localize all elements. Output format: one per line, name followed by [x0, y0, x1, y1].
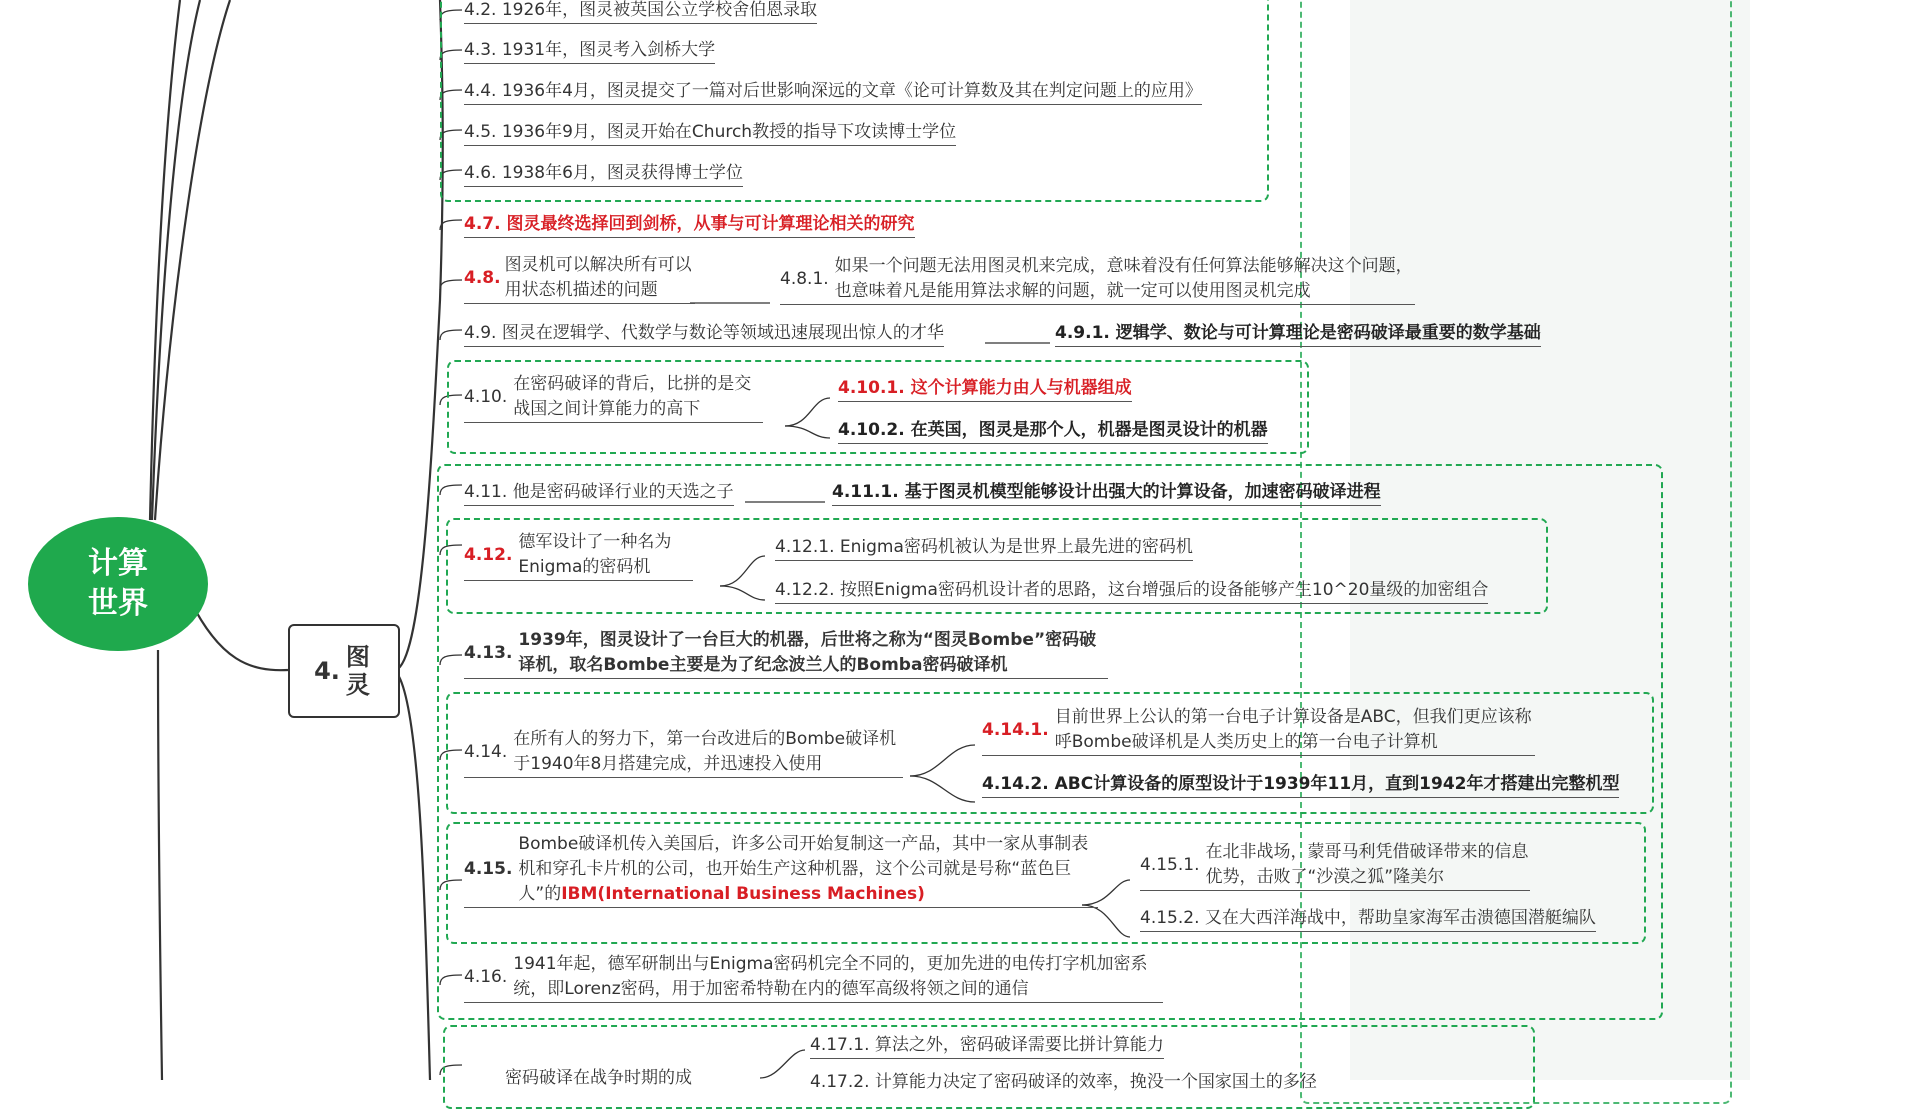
node-4-8-1-text: 如果一个问题无法用图灵机来完成，意味着没有任何算法能够解决这个问题，也意味着凡是能用算法求解的问题，就一定可以使用图灵机完成 [834, 256, 1413, 301]
node-4-6[interactable]: 4.6. 1938年6月，图灵获得博士学位 [464, 161, 743, 187]
node-4-14-1[interactable] [982, 705, 1535, 756]
node-4-14-1-number: 4.14.1. [982, 719, 1049, 740]
node-4-9[interactable]: 4.9. 图灵在逻辑学、代数学与数论等领域迅速展现出惊人的才华 [464, 321, 944, 347]
node-4-17-2[interactable]: 4.17.2. 计算能力决定了密码破译的效率，挽没一个国家国土的多径 [810, 1072, 1317, 1092]
branch-label: 图灵 [345, 643, 370, 699]
node-4-10-2[interactable]: 4.10.2. 在英国，图灵是那个人，机器是图灵设计的机器 [838, 418, 1268, 444]
node-4-3[interactable]: 4.3. 1931年，图灵考入剑桥大学 [464, 38, 715, 64]
node-4-10-number: 4.10. [464, 386, 508, 407]
node-4-2[interactable]: 4.2. 1926年，图灵被英国公立学校舍伯恩录取 [464, 0, 817, 24]
node-4-15-2[interactable]: 4.15.2. 又在大西洋海战中，帮助皇家海军击溃德国潜艇编队 [1140, 906, 1596, 932]
node-4-8-1-number: 4.8.1. [780, 268, 829, 289]
node-4-13[interactable] [464, 628, 1108, 679]
node-4-11[interactable]: 4.11. 他是密码破译行业的天选之子 [464, 480, 734, 506]
outer-frame-right [1300, 0, 1732, 1104]
node-4-15-body: Bombe破译机传入美国后，许多公司开始复制这一产品，其中一家从事制表机和穿孔卡片机的公司，也开始生产这种机器，这个公司就是号称“蓝色巨人”的 [518, 834, 1089, 904]
node-4-8-1[interactable] [780, 254, 1415, 305]
node-4-16-text: 1941年起，德军研制出与Enigma密码机完全不同的，更加先进的电传打字机加密系统，即Lorenz密码，用于加密希特勒在内的德军高级将领之间的通信 [513, 954, 1148, 999]
node-4-8[interactable] [464, 253, 695, 304]
node-4-12-2[interactable]: 4.12.2. 按照Enigma密码机设计者的思路，这台增强后的设备能够产生10^20量级的加密组合 [775, 578, 1488, 604]
branch-node-turing[interactable] [288, 624, 400, 718]
node-4-10-1[interactable]: 4.10.1. 这个计算能力由人与机器组成 [838, 376, 1132, 402]
node-4-14[interactable] [464, 727, 903, 778]
node-4-12-1[interactable]: 4.12.1. Enigma密码机被认为是世界上最先进的密码机 [775, 535, 1193, 561]
node-4-14-2[interactable]: 4.14.2. ABC计算设备的原型设计于1939年11月，直到1942年才搭建出完整机型 [982, 772, 1619, 798]
node-4-9-1[interactable]: 4.9.1. 逻辑学、数论与可计算理论是密码破译最重要的数学基础 [1055, 321, 1541, 347]
root-label: 计算世界 [88, 546, 148, 621]
node-4-15-1-number: 4.15.1. [1140, 854, 1200, 875]
node-4-4[interactable]: 4.4. 1936年4月，图灵提交了一篇对后世影响深远的文章《论可计算数及其在判定问题上的应用》 [464, 79, 1202, 105]
node-4-15-number: 4.15. [464, 859, 513, 879]
node-4-15-text [518, 832, 1098, 907]
node-4-12[interactable] [464, 530, 693, 581]
node-4-13-number: 4.13. [464, 642, 513, 663]
node-4-14-text: 在所有人的努力下，第一台改进后的Bombe破译机于1940年8月搭建完成，并迅速投入使用 [513, 729, 897, 774]
node-4-16-number: 4.16. [464, 966, 508, 987]
node-4-12-number: 4.12. [464, 544, 513, 565]
node-4-14-1-text: 目前世界上公认的第一台电子计算设备是ABC，但我们更应该称呼Bombe破译机是人类历史上的第一台电子计算机 [1054, 707, 1532, 752]
node-4-10-text: 在密码破译的背后，比拼的是交战国之间计算能力的高下 [513, 374, 752, 419]
node-4-14-number: 4.14. [464, 741, 508, 762]
branch-number: 4. [314, 657, 340, 685]
node-4-17[interactable]: 密码破译在战争时期的成 [505, 1068, 692, 1088]
node-4-10[interactable] [464, 372, 763, 423]
node-4-12-text: 德军设计了一种名为Enigma的密码机 [518, 532, 672, 577]
node-4-8-number: 4.8. [464, 267, 501, 288]
node-4-7[interactable]: 4.7. 图灵最终选择回到剑桥，从事与可计算理论相关的研究 [464, 212, 915, 238]
node-4-11-1[interactable]: 4.11.1. 基于图灵机模型能够设计出强大的计算设备，加速密码破译进程 [832, 480, 1381, 506]
node-4-15-1[interactable] [1140, 840, 1530, 891]
node-4-15-1-text: 在北非战场，蒙哥马利凭借破译带来的信息优势，击败了“沙漠之狐”隆美尔 [1205, 842, 1529, 887]
node-4-15[interactable] [464, 832, 1098, 908]
node-4-16[interactable] [464, 952, 1163, 1003]
node-4-15-highlight: IBM(International Business Machines) [561, 884, 925, 904]
node-4-8-text: 图灵机可以解决所有可以用状态机描述的问题 [504, 255, 692, 300]
node-4-5[interactable]: 4.5. 1936年9月，图灵开始在Church教授的指导下攻读博士学位 [464, 120, 956, 146]
node-4-13-text: 1939年，图灵设计了一台巨大的机器，后世将之称为“图灵Bombe”密码破译机，取名Bombe主要是为了纪念波兰人的Bomba密码破译机 [518, 630, 1097, 675]
root-node[interactable] [28, 517, 208, 651]
node-4-17-1[interactable]: 4.17.1. 算法之外，密码破译需要比拼计算能力 [810, 1033, 1164, 1059]
